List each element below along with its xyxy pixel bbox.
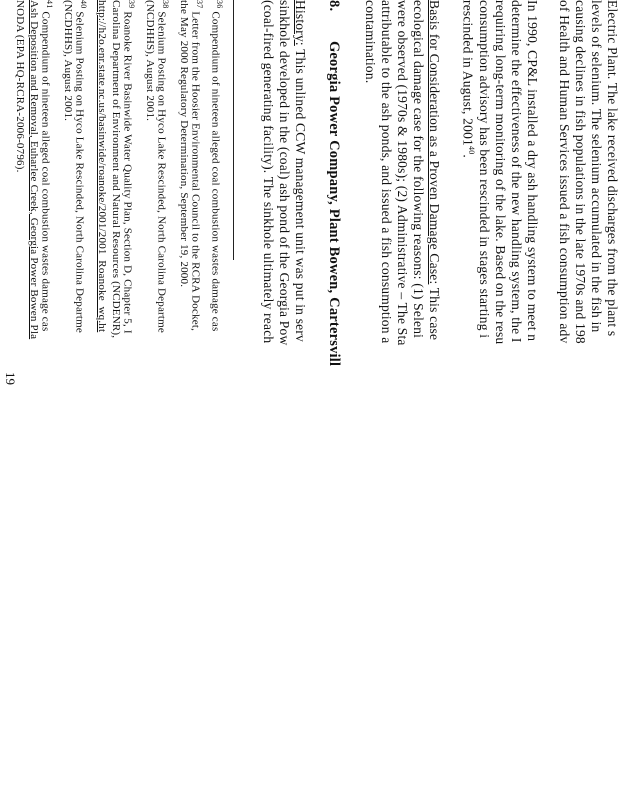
footnote-text: Roanoke River Basinwide Water Quality Plan, Section D, Chapter 5, I <box>121 11 134 334</box>
footnote-divider <box>233 0 234 260</box>
footnote-number: 37 <box>195 0 204 9</box>
footnote-continuation: the May 2000 Regulatory Determination, September 19, 2000. <box>178 0 190 288</box>
period: . <box>460 154 476 158</box>
section-title: Georgia Power Company, Plant Bowen, Cartersvill <box>326 40 342 367</box>
history-lead-tail: This unlined CCW management unit was put in serv <box>293 45 308 343</box>
footnote-number: 39 <box>127 0 136 9</box>
para-line: contamination. <box>363 0 378 84</box>
footnote-link[interactable]: http://h2o.enr.state.nc.us/basinwide/roanoke/2001/2001_Roanoke_wq.ht <box>96 0 108 333</box>
basis-lead: Basis for Consideration as a Proven Damage Case: <box>427 0 442 285</box>
intro-line: Electric Plant. The lake received discharges from the plant s <box>605 0 620 337</box>
intro-line: of Health and Human Services issued a fish consumption adv <box>557 0 572 344</box>
page-number: 19 <box>3 372 18 385</box>
para-line <box>460 0 477 158</box>
footnote-number: 38 <box>161 0 170 9</box>
para-line: requiring long-term monitoring of the lake. Based on the resu <box>493 0 508 345</box>
intro-line: causing declines in fish populations in the late 1970s and 198 <box>573 0 588 344</box>
footnote-continuation: Ash Deposition and Removal, Euharlee Creek, Georgia Power Bowen Pla <box>28 0 40 340</box>
basis-lead-tail: This case <box>427 284 442 341</box>
footnote-continuation: NODA (EPA HQ-RCRA-2006-0796). <box>14 0 26 173</box>
para-line: determine the effectiveness of the new handling system, the I <box>509 0 524 343</box>
intro-line: levels of selenium. The selenium accumulated in the fish in <box>589 0 604 333</box>
footnote-continuation: (NCDHHS), August 2001. <box>144 0 156 122</box>
footnote-number: 40 <box>79 0 88 9</box>
footnote <box>73 0 88 333</box>
footnote-number: 41 <box>45 0 54 9</box>
section-heading <box>325 0 342 366</box>
para-line: ecological damage case for the following reasons: (1) Seleni <box>411 0 426 339</box>
section-number: 8. <box>326 0 342 12</box>
para-line: were observed (1970s & 1980s); (2) Administrative – The Sta <box>395 0 410 346</box>
footnote-text: Selenium Posting on Hyco Lake Rescinded, North Carolina Departme <box>73 11 86 334</box>
para-line: In 1990, CP&L installed a dry ash handling system to meet n <box>525 0 540 342</box>
footnote <box>121 0 136 334</box>
footnote-text: Letter from the Hoosier Environmental Council to the RCRA Docket, <box>189 11 202 332</box>
para-line: attributable to the ash ponds, and issued a fish consumption a <box>379 0 394 344</box>
history-lead: History: <box>293 0 308 46</box>
footnote-number: 36 <box>215 0 224 9</box>
footnote-continuation: (NCDHHS), August 2001. <box>62 0 74 122</box>
history-first-line <box>292 0 308 342</box>
para-line: sinkhole developed in the (coal) ash pond of the Georgia Pow <box>277 0 292 346</box>
footnote-continuation: Carolina Department of Environment and Natural Resources (NCDENR), <box>110 0 122 339</box>
footnote <box>209 0 224 331</box>
footnote <box>155 0 170 333</box>
para-line: (coal-fired generating facility). The sinkhole ultimately reach <box>261 0 276 344</box>
footnote <box>189 0 204 331</box>
para-line: consumption advisory has been rescinded in stages starting i <box>477 0 492 339</box>
footnote-text: Selenium Posting on Hyco Lake Rescinded, North Carolina Departme <box>155 11 168 334</box>
footnote-text: Compendium of nineteen alleged coal combustion wastes damage cas <box>209 11 222 332</box>
footnote-text: Compendium of nineteen alleged coal combustion wastes damage cas <box>39 11 52 332</box>
basis-first-line <box>426 0 442 340</box>
footnote <box>39 0 54 331</box>
para-last-text: rescinded in August, 2001 <box>460 0 476 146</box>
footnote-ref: 40 <box>467 146 476 155</box>
